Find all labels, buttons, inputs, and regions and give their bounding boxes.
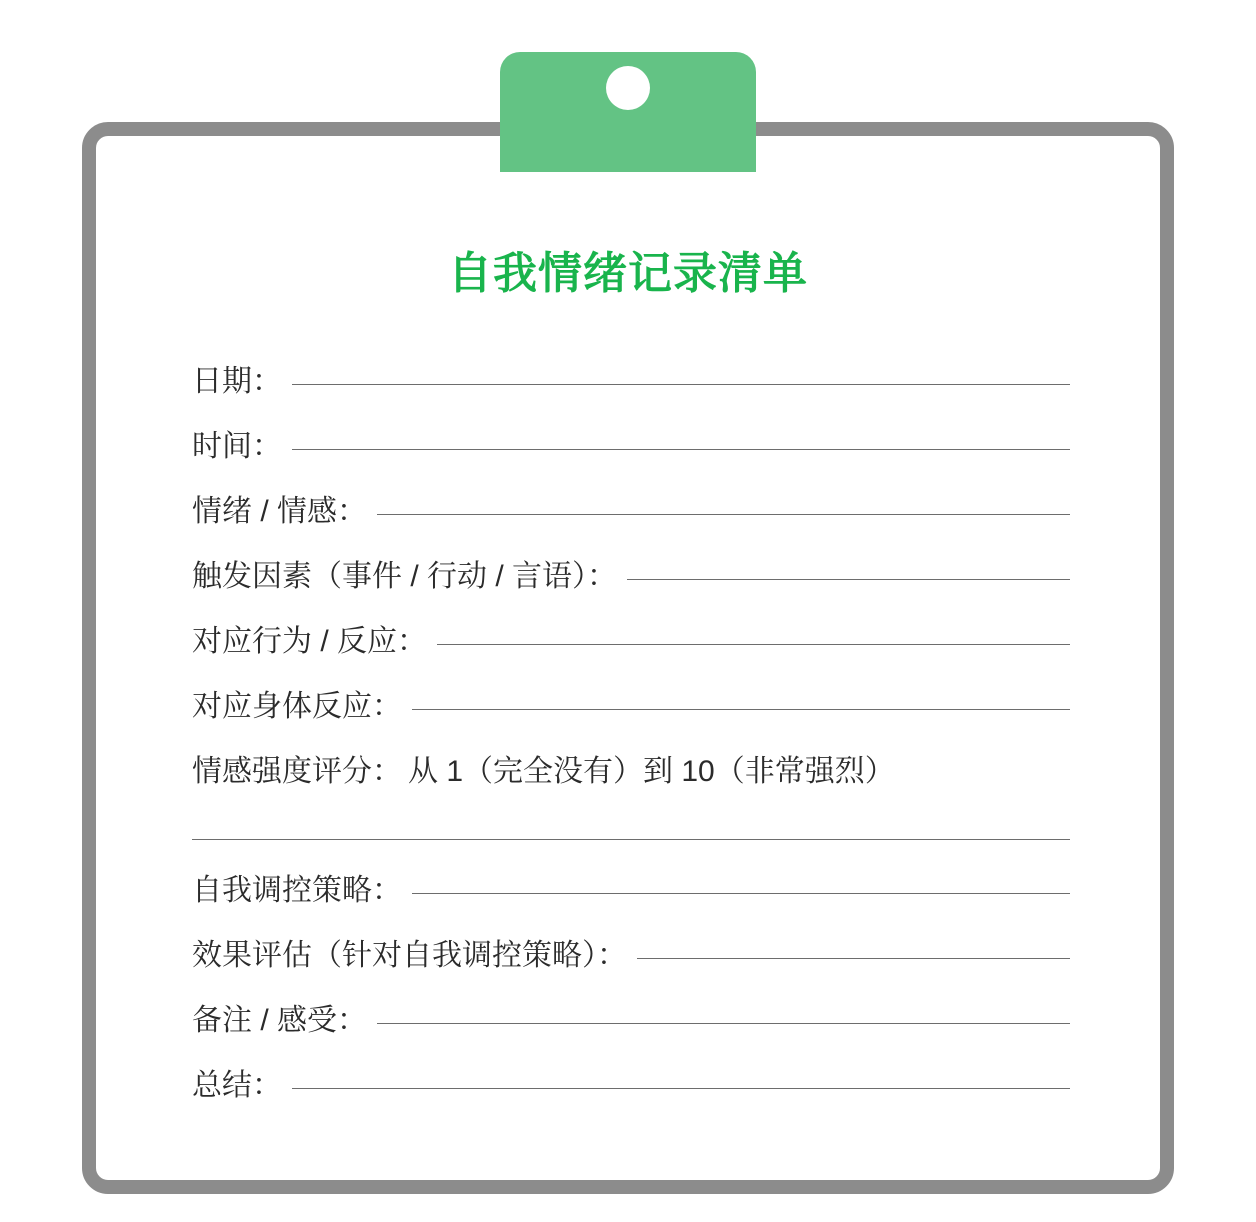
field-label-effect-evaluation: 效果评估（针对自我调控策略）： [192,938,627,972]
field-label-regulation-strategy: 自我调控策略： [192,873,402,907]
field-row-effect-evaluation [192,933,1070,981]
field-label-behavior: 对应行为 / 反应： [192,624,428,658]
field-label-trigger: 触发因素（事件 / 行动 / 言语）： [192,559,618,593]
field-label-intensity-scale: 情感强度评分： [192,754,402,788]
clipboard-clip-hole [606,66,650,110]
field-label-summary: 总结： [192,1068,282,1102]
field-row-notes [192,998,1070,1046]
clipboard-frame [82,122,1174,1194]
field-label-emotion: 情绪 / 情感： [192,494,368,528]
field-value-intensity-scale: 从 1（完全没有）到 10（非常强烈） [408,754,895,788]
field-input-trigger[interactable] [627,579,1070,580]
field-label-body-response: 对应身体反应： [192,689,402,723]
field-input-emotion[interactable] [377,514,1070,515]
field-row-emotion [192,489,1070,537]
field-row-trigger [192,554,1070,602]
field-input-regulation-strategy[interactable] [412,893,1070,894]
field-row-behavior [192,619,1070,667]
field-input-summary[interactable] [292,1088,1070,1089]
field-input-intensity-scale[interactable] [192,839,1070,840]
field-input-date[interactable] [292,384,1070,385]
field-list [110,359,1146,1111]
field-label-notes: 备注 / 感受： [192,1003,368,1037]
field-input-time[interactable] [292,449,1070,450]
field-row-regulation-strategy [192,868,1070,916]
field-input-notes[interactable] [377,1023,1070,1024]
field-row-intensity-scale [192,749,1070,797]
clipboard-clip-icon [500,52,756,172]
field-row-date [192,359,1070,407]
field-input-effect-evaluation[interactable] [637,958,1070,959]
field-input-body-response[interactable] [412,709,1070,710]
field-input-behavior[interactable] [437,644,1070,645]
clipboard [82,122,1174,1194]
page-title: 自我情绪记录清单 [448,249,808,298]
field-label-date: 日期： [192,364,282,398]
field-row-summary [192,1063,1070,1111]
field-label-time: 时间： [192,429,282,463]
field-row-body-response [192,684,1070,732]
worksheet-sheet [110,150,1146,1166]
field-row-time [192,424,1070,472]
